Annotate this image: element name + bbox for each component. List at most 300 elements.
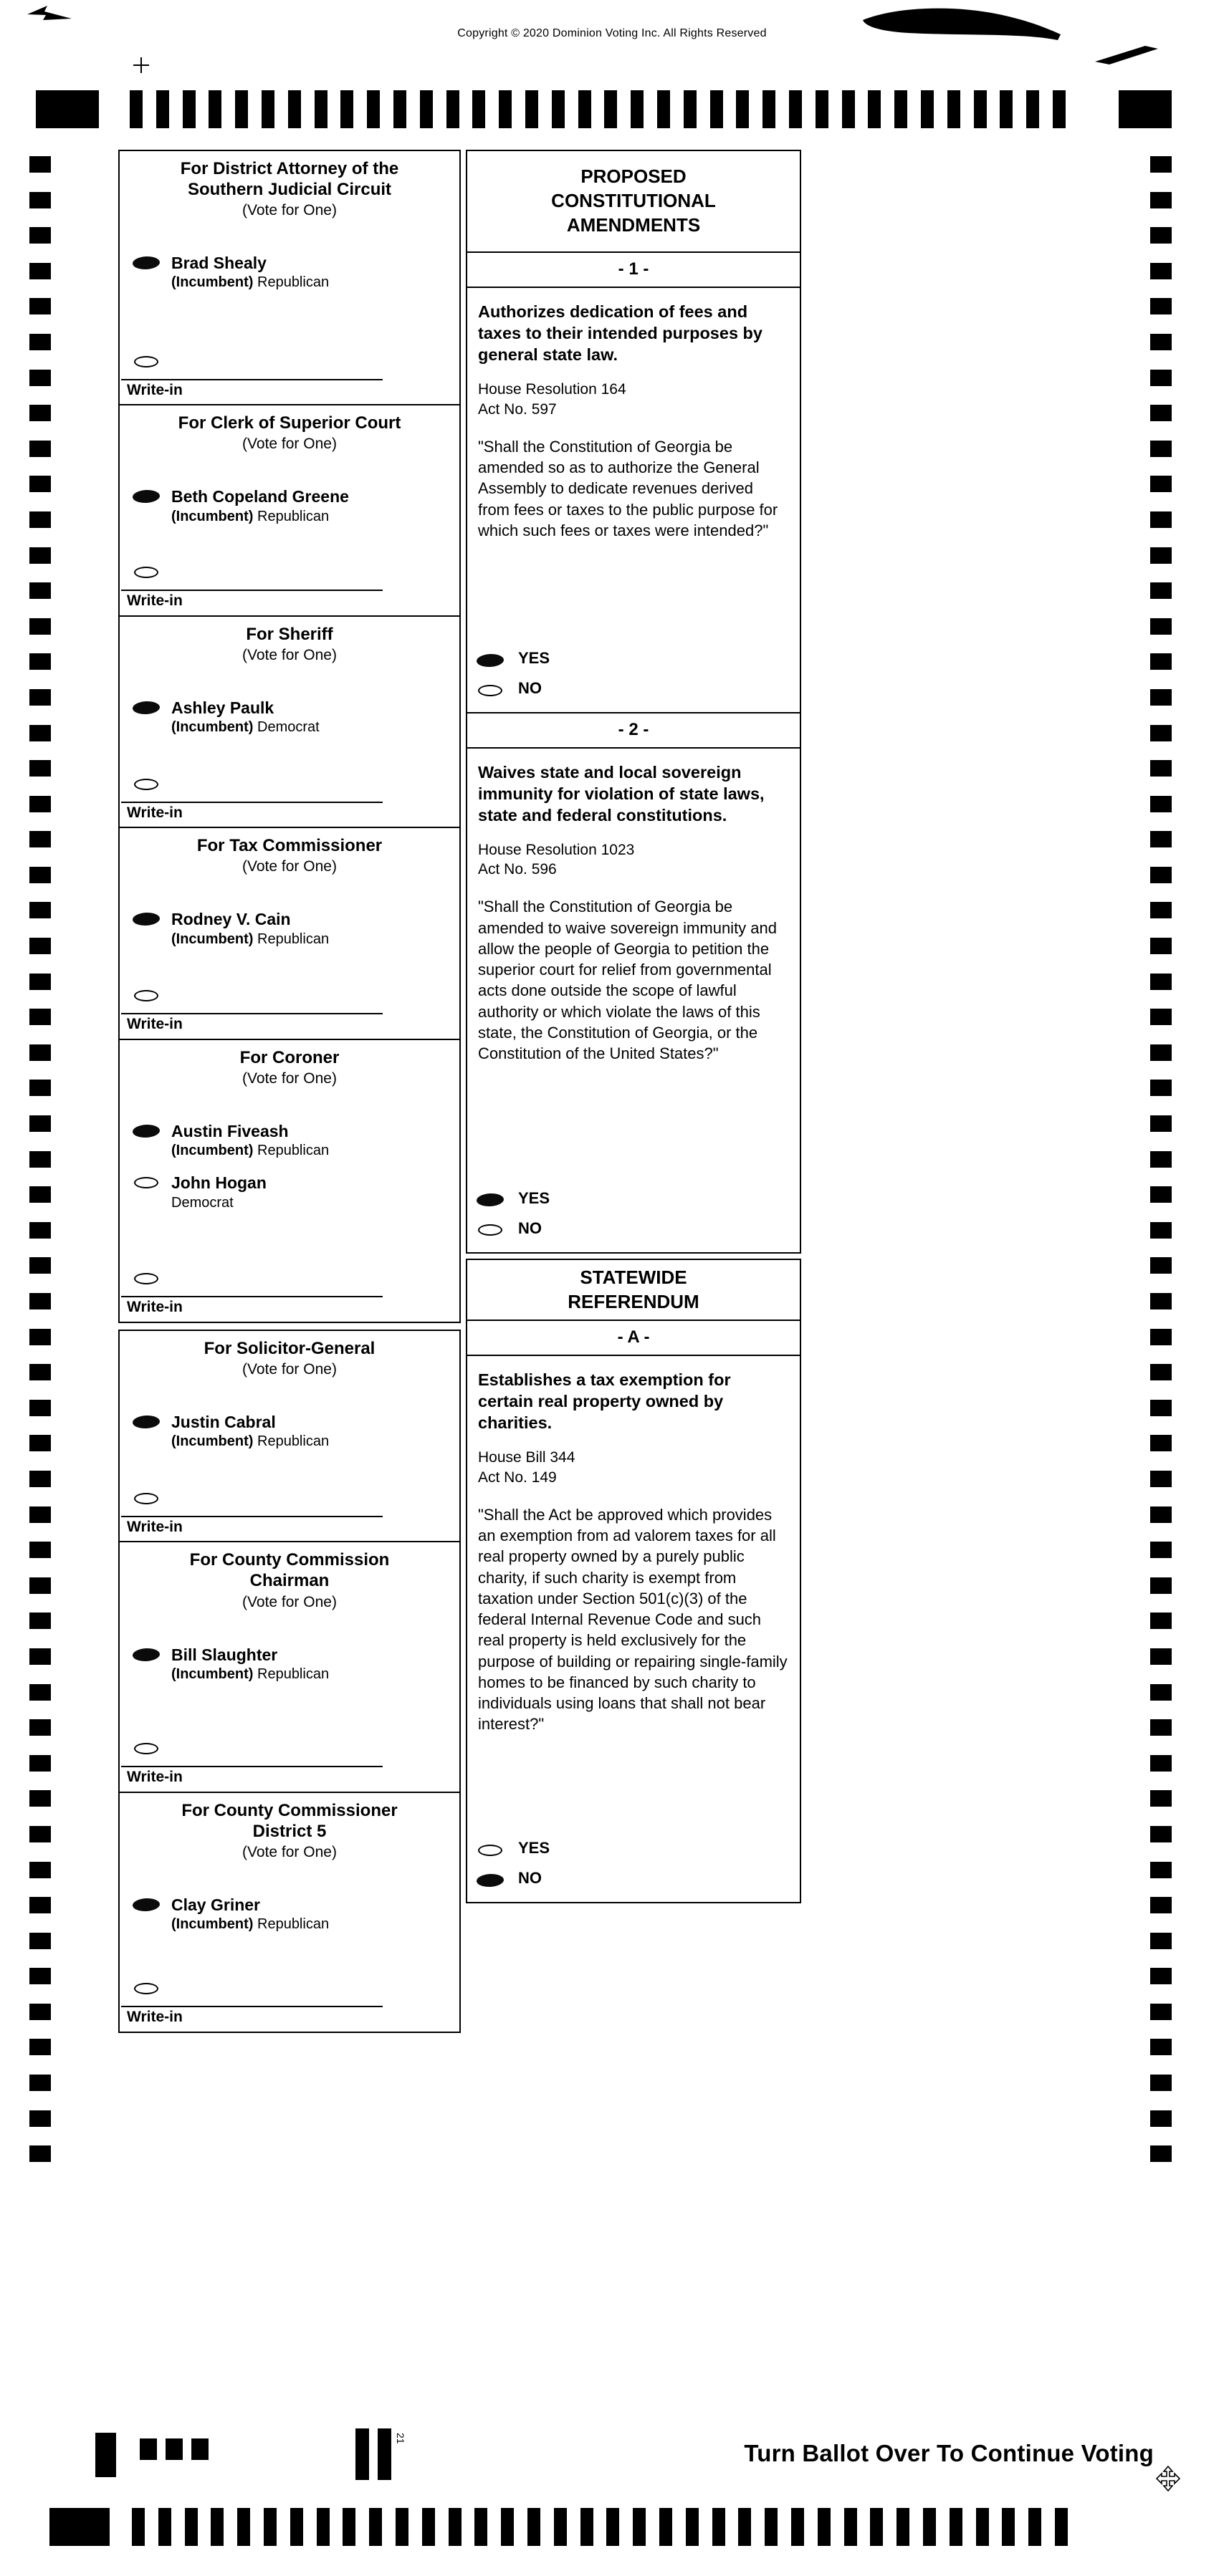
- race-title-line: For County Commissioner: [181, 1800, 398, 1820]
- write-in-label: Write-in: [127, 1518, 183, 1535]
- timing-mark: [923, 2508, 936, 2546]
- timing-mark: [183, 90, 196, 128]
- timing-mark: [420, 90, 433, 128]
- timing-mark: [422, 2508, 435, 2546]
- timing-mark: [29, 192, 51, 208]
- timing-mark: [1028, 2508, 1041, 2546]
- timing-mark: [29, 831, 51, 847]
- candidate-option: [134, 1413, 452, 1450]
- measure-number: - 2 -: [467, 713, 800, 749]
- pen-dash-mark: [1095, 42, 1160, 70]
- choice-label: YES: [518, 1188, 550, 1207]
- timing-mark: [818, 2508, 831, 2546]
- race-title-line: For County Commission: [189, 1550, 390, 1570]
- empty-oval[interactable]: [134, 1493, 158, 1504]
- timing-mark: [29, 2075, 51, 2091]
- empty-oval[interactable]: [478, 1845, 502, 1856]
- candidate-name: Justin Cabral: [171, 1412, 276, 1431]
- timing-mark: [315, 90, 327, 128]
- timing-mark: [1150, 1897, 1172, 1913]
- race-title: [120, 413, 459, 433]
- timing-mark: [1150, 1400, 1172, 1416]
- timing-mark: [842, 90, 855, 128]
- timing-mark: [29, 974, 51, 990]
- timing-mark: [1150, 1577, 1172, 1594]
- timing-mark: [209, 90, 221, 128]
- timing-mark: [712, 2508, 725, 2546]
- write-in-label: Write-in: [127, 1298, 183, 1315]
- timing-mark: [29, 1968, 51, 1984]
- measure-body: [467, 288, 800, 712]
- measure-box: [466, 251, 801, 713]
- timing-mark: [604, 90, 617, 128]
- filled-oval[interactable]: [133, 912, 161, 926]
- stub-timing-bar: [378, 2428, 391, 2480]
- incumbent-label: (Incumbent): [171, 274, 257, 291]
- write-in-oval-row: [134, 563, 452, 578]
- filled-oval[interactable]: [477, 653, 505, 668]
- timing-mark: [1150, 227, 1172, 244]
- choice-label: YES: [518, 1839, 550, 1857]
- timing-mark: [1150, 1329, 1172, 1345]
- candidate-detail: (Incumbent) Republican: [171, 508, 330, 524]
- choice-label: NO: [518, 1219, 542, 1237]
- timing-mark: [791, 2508, 804, 2546]
- race-title-line: For Clerk of Superior Court: [178, 413, 401, 433]
- timing-mark: [762, 90, 775, 128]
- write-in-label: Write-in: [127, 2008, 183, 2025]
- candidate-info: [171, 1173, 267, 1211]
- timing-mark: [1150, 405, 1172, 421]
- timing-mark: [710, 90, 723, 128]
- timing-mark: [1150, 974, 1172, 990]
- timing-mark: [29, 1329, 51, 1345]
- incumbent-label: (Incumbent): [171, 1143, 257, 1159]
- race-title-line: Chairman: [249, 1571, 330, 1591]
- section-header: [466, 1259, 801, 1322]
- candidate-detail: (Incumbent) Republican: [171, 274, 330, 291]
- incumbent-label: (Incumbent): [171, 1433, 257, 1450]
- timing-mark: [29, 547, 51, 564]
- timing-mark: [1150, 725, 1172, 741]
- timing-mark: [29, 1826, 51, 1842]
- stub-timing-bar: [166, 2438, 183, 2460]
- filled-oval[interactable]: [477, 1193, 505, 1207]
- timing-mark: [29, 511, 51, 528]
- stub-timing-bar: [191, 2438, 209, 2460]
- race-box: [118, 1541, 461, 1793]
- timing-mark: [29, 1648, 51, 1665]
- measure-reference-line: Act No. 596: [478, 861, 557, 878]
- timing-mark: [29, 405, 51, 421]
- timing-mark: [1150, 1755, 1172, 1772]
- timing-mark: [288, 90, 301, 128]
- race-title-line: For District Attorney of the: [180, 158, 399, 178]
- incumbent-label: (Incumbent): [171, 1916, 257, 1933]
- timing-mark: [29, 1542, 51, 1558]
- timing-mark: [684, 90, 697, 128]
- timing-mark: [29, 725, 51, 741]
- timing-mark: [1150, 156, 1172, 173]
- corner-timing-block: [49, 2508, 110, 2546]
- stub-number: 21: [395, 2433, 406, 2444]
- candidate-option: [134, 1122, 452, 1159]
- candidate-detail: (Incumbent) Republican: [171, 1666, 330, 1682]
- timing-mark: [262, 90, 274, 128]
- timing-mark: [29, 1684, 51, 1701]
- race-title: [120, 158, 459, 201]
- timing-mark: [367, 90, 380, 128]
- candidate-option: [134, 910, 452, 947]
- race-title-line: For Sheriff: [246, 624, 333, 644]
- measure-question: "Shall the Constitution of Georgia be amended so as to authorize the General Assembly to dedicate revenues derived from fees or taxes to the public purpose for which such fees or taxes were intended?": [478, 437, 778, 539]
- choice-no: [478, 1869, 789, 1888]
- timing-mark: [29, 760, 51, 777]
- timing-mark: [1150, 1222, 1172, 1239]
- measure-choices: [478, 638, 789, 702]
- section-header-line: PROPOSED: [580, 165, 687, 188]
- measure-reference: [478, 840, 789, 880]
- measure-reference-line: Act No. 149: [478, 1469, 557, 1486]
- timing-mark: [29, 1257, 51, 1274]
- timing-mark: [29, 227, 51, 244]
- timing-mark: [29, 2145, 51, 2162]
- timing-mark: [631, 90, 644, 128]
- timing-mark: [396, 2508, 408, 2546]
- empty-oval[interactable]: [134, 1177, 158, 1188]
- timing-mark: [1150, 2004, 1172, 2020]
- timing-mark: [29, 1897, 51, 1913]
- choice-no: [478, 679, 789, 698]
- write-in-oval-row: [134, 1979, 452, 1994]
- write-in-oval-row: [134, 986, 452, 1001]
- write-in-label: Write-in: [127, 592, 183, 609]
- timing-mark: [29, 263, 51, 279]
- measure-number: - 1 -: [467, 253, 800, 288]
- timing-mark: [578, 90, 591, 128]
- timing-mark: [868, 90, 881, 128]
- timing-bottom-bars: [132, 2508, 1068, 2546]
- write-in-oval-row: [134, 1739, 452, 1754]
- timing-mark: [527, 2508, 540, 2546]
- timing-mark: [29, 1719, 51, 1736]
- timing-mark: [29, 1755, 51, 1772]
- timing-mark: [369, 2508, 382, 2546]
- timing-mark: [29, 1293, 51, 1309]
- vote-for-label: (Vote for One): [242, 646, 337, 663]
- timing-mark: [29, 1933, 51, 1949]
- candidate-info: [171, 254, 329, 291]
- candidate-info: [171, 1122, 329, 1159]
- timing-mark: [29, 156, 51, 173]
- section-header: [466, 150, 801, 254]
- timing-mark: [976, 2508, 989, 2546]
- corner-timing-block: [36, 90, 99, 128]
- write-in-area: [120, 802, 459, 822]
- choice-no: [478, 1219, 789, 1238]
- timing-mark: [29, 653, 51, 670]
- empty-oval[interactable]: [134, 356, 158, 367]
- timing-right: [1150, 156, 1172, 2181]
- candidate-name: Bill Slaughter: [171, 1645, 278, 1664]
- timing-mark: [29, 1400, 51, 1416]
- timing-mark: [1150, 1790, 1172, 1807]
- timing-mark: [29, 1186, 51, 1203]
- candidate-option: [134, 1173, 452, 1211]
- timing-mark: [1150, 2145, 1172, 2162]
- timing-top-bars: [130, 90, 1066, 128]
- timing-mark: [1150, 1471, 1172, 1487]
- timing-mark: [29, 1790, 51, 1807]
- incumbent-label: (Incumbent): [171, 719, 257, 736]
- filled-oval[interactable]: [133, 1415, 161, 1429]
- write-in-label: Write-in: [127, 381, 183, 398]
- timing-mark: [29, 689, 51, 706]
- race-title: [120, 1800, 459, 1842]
- empty-oval[interactable]: [134, 1743, 158, 1754]
- choice-yes: [478, 1189, 789, 1208]
- timing-mark: [525, 90, 538, 128]
- measure-summary: Waives state and local sovereign immunity for violation of state laws, state and federal constitutions.: [478, 762, 765, 825]
- timing-mark: [1053, 90, 1066, 128]
- timing-mark: [606, 2508, 619, 2546]
- timing-mark: [1150, 1968, 1172, 1984]
- empty-oval[interactable]: [134, 1273, 158, 1284]
- timing-mark: [29, 334, 51, 350]
- empty-oval[interactable]: [478, 685, 502, 696]
- timing-mark: [659, 2508, 672, 2546]
- timing-mark: [446, 90, 459, 128]
- write-in-area: [120, 1296, 459, 1316]
- candidate-detail: (Incumbent) Democrat: [171, 719, 320, 736]
- timing-mark: [29, 2039, 51, 2055]
- timing-mark: [29, 441, 51, 457]
- incumbent-label: (Incumbent): [171, 508, 257, 524]
- timing-mark: [29, 1364, 51, 1380]
- filled-oval[interactable]: [133, 1648, 161, 1662]
- race-box: [118, 404, 461, 617]
- filled-oval[interactable]: [477, 1873, 505, 1888]
- vote-for-label: (Vote for One): [242, 858, 337, 875]
- race-box: [118, 615, 461, 829]
- race-title-line: For Coroner: [239, 1047, 340, 1067]
- timing-mark: [1055, 2508, 1068, 2546]
- timing-mark: [235, 90, 248, 128]
- timing-mark: [472, 90, 485, 128]
- timing-mark: [1150, 1933, 1172, 1949]
- timing-mark: [29, 1471, 51, 1487]
- timing-mark: [1150, 263, 1172, 279]
- candidate-info: [171, 1895, 329, 1933]
- filled-oval[interactable]: [133, 701, 161, 715]
- write-in-oval-row: [134, 352, 452, 367]
- candidate-option: [134, 1895, 452, 1933]
- timing-mark: [1150, 796, 1172, 812]
- candidate-detail: (Incumbent) Republican: [171, 1143, 330, 1159]
- timing-mark: [1150, 653, 1172, 670]
- timing-mark: [738, 2508, 751, 2546]
- timing-mark: [1150, 1862, 1172, 1878]
- race-title: [120, 1549, 459, 1592]
- measure-reference-line: Act No. 597: [478, 400, 557, 418]
- vote-for-label: (Vote for One): [242, 1844, 337, 1861]
- candidate-detail: Democrat: [171, 1194, 234, 1211]
- choice-label: YES: [518, 649, 550, 667]
- measure-number: - A -: [467, 1321, 800, 1356]
- empty-oval[interactable]: [134, 567, 158, 578]
- candidate-name: Clay Griner: [171, 1895, 260, 1915]
- candidate-info: [171, 1413, 329, 1450]
- empty-oval[interactable]: [134, 1983, 158, 1994]
- registration-plus-icon: [133, 57, 149, 73]
- timing-mark: [1150, 1293, 1172, 1309]
- measure-reference: [478, 380, 789, 419]
- timing-mark: [29, 1222, 51, 1239]
- measure-choices: [478, 1178, 789, 1242]
- timing-mark: [29, 1044, 51, 1061]
- timing-mark: [158, 2508, 171, 2546]
- measure-box: [466, 1320, 801, 1903]
- timing-mark: [29, 1151, 51, 1168]
- candidate-info: [171, 698, 320, 736]
- timing-mark: [264, 2508, 277, 2546]
- vote-for-label: (Vote for One): [242, 436, 337, 453]
- timing-mark: [1150, 1684, 1172, 1701]
- timing-mark: [1002, 2508, 1015, 2546]
- measure-choices: [478, 1827, 789, 1892]
- timing-mark: [1150, 902, 1172, 918]
- timing-mark: [499, 90, 512, 128]
- timing-mark: [29, 938, 51, 954]
- candidate-option: [134, 698, 452, 736]
- timing-mark: [844, 2508, 857, 2546]
- candidate-detail: (Incumbent) Republican: [171, 1916, 330, 1933]
- section-header-line: REFERENDUM: [568, 1290, 699, 1312]
- timing-mark: [29, 1009, 51, 1025]
- race-title-line: For Tax Commissioner: [196, 836, 383, 855]
- candidate-name: Beth Copeland Greene: [171, 487, 349, 506]
- pen-scribble-mark: [859, 3, 1066, 47]
- timing-mark: [1150, 547, 1172, 564]
- timing-mark: [1150, 1186, 1172, 1203]
- measure-question: "Shall the Constitution of Georgia be amended to waive sovereign immunity and allow the people of Georgia to petition the superior court for relief from governmental acts done outside the scope of lawful authority or which violate the laws of this state, the Constitution of Georgia, or the Constitution of the United States?": [478, 898, 778, 1063]
- timing-mark: [1150, 298, 1172, 314]
- timing-mark: [340, 90, 353, 128]
- race-title: [120, 835, 459, 856]
- measure-reference-line: House Resolution 1023: [478, 841, 635, 858]
- timing-mark: [897, 2508, 909, 2546]
- timing-mark: [29, 1577, 51, 1594]
- timing-mark: [1150, 1826, 1172, 1842]
- timing-mark: [1150, 1719, 1172, 1736]
- timing-mark: [554, 2508, 567, 2546]
- measure-summary: Authorizes dedication of fees and taxes to their intended purposes by general state law.: [478, 302, 762, 365]
- timing-mark: [132, 2508, 145, 2546]
- timing-mark: [816, 90, 828, 128]
- measure-question: "Shall the Act be approved which provides an exemption from ad valorem taxes for all real property owned by a purely public charity, if such charity is exempt from taxation under Section 501(c)(3) of the federal Internal Revenue Code and such real property is held exclusively for the purpose of building or repairing single-family homes to be financed by such charity to individuals using loans that shall not bear interest?": [478, 1505, 788, 1734]
- timing-mark: [950, 2508, 962, 2546]
- timing-mark: [1150, 1115, 1172, 1132]
- write-in-label: Write-in: [127, 1016, 183, 1032]
- timing-left: [29, 156, 51, 2181]
- timing-mark: [29, 1613, 51, 1629]
- timing-mark: [29, 1115, 51, 1132]
- section-header-line: CONSTITUTIONAL: [551, 190, 716, 212]
- timing-mark: [29, 370, 51, 386]
- timing-mark: [657, 90, 670, 128]
- timing-mark: [343, 2508, 355, 2546]
- race-box: [118, 827, 461, 1040]
- timing-mark: [1000, 90, 1013, 128]
- timing-mark: [1150, 1151, 1172, 1168]
- empty-oval[interactable]: [134, 779, 158, 790]
- timing-mark: [501, 2508, 514, 2546]
- timing-mark: [29, 298, 51, 314]
- timing-mark: [1150, 1506, 1172, 1523]
- timing-mark: [29, 1080, 51, 1096]
- filled-oval[interactable]: [133, 1124, 161, 1138]
- measure-reference: [478, 1448, 789, 1487]
- write-in-area: [120, 1766, 459, 1786]
- turn-over-instruction: Turn Ballot Over To Continue Voting: [744, 2440, 1154, 2466]
- write-in-area: [120, 590, 459, 610]
- timing-mark: [1150, 582, 1172, 599]
- candidate-option: [134, 254, 452, 291]
- empty-oval[interactable]: [478, 1224, 502, 1236]
- timing-mark: [29, 2004, 51, 2020]
- timing-mark: [29, 867, 51, 883]
- timing-mark: [393, 90, 406, 128]
- timing-mark: [1150, 1080, 1172, 1096]
- timing-mark: [1150, 2075, 1172, 2091]
- timing-mark: [921, 90, 934, 128]
- timing-mark: [1150, 760, 1172, 777]
- filled-oval[interactable]: [133, 256, 161, 270]
- candidate-option: [134, 487, 452, 524]
- write-in-area: [120, 2006, 459, 2026]
- candidate-option: [134, 1645, 452, 1683]
- candidate-info: [171, 910, 329, 947]
- write-in-oval-row: [134, 1489, 452, 1504]
- write-in-label: Write-in: [127, 804, 183, 821]
- race-box: [118, 1330, 461, 1543]
- candidate-detail: (Incumbent) Republican: [171, 931, 330, 947]
- choice-label: NO: [518, 679, 542, 697]
- timing-mark: [317, 2508, 330, 2546]
- pen-arrow-mark-icon: [26, 4, 76, 27]
- filled-oval[interactable]: [133, 1898, 161, 1912]
- timing-mark: [789, 90, 802, 128]
- stub-timing-bar: [355, 2428, 369, 2480]
- corner-timing-block: [1119, 90, 1172, 128]
- candidate-name: John Hogan: [171, 1173, 267, 1193]
- write-in-area: [120, 1013, 459, 1033]
- empty-oval[interactable]: [134, 990, 158, 1001]
- timing-mark: [1150, 370, 1172, 386]
- filled-oval[interactable]: [133, 489, 161, 504]
- write-in-area: [120, 379, 459, 399]
- timing-mark: [156, 90, 169, 128]
- timing-mark: [1150, 1613, 1172, 1629]
- measure-body: [467, 749, 800, 1252]
- choice-yes: [478, 649, 789, 668]
- timing-mark: [1150, 831, 1172, 847]
- timing-mark: [1150, 2039, 1172, 2055]
- measure-body: [467, 1356, 800, 1902]
- vote-for-label: (Vote for One): [242, 202, 337, 219]
- races-column: [118, 151, 461, 2033]
- timing-mark: [1150, 618, 1172, 635]
